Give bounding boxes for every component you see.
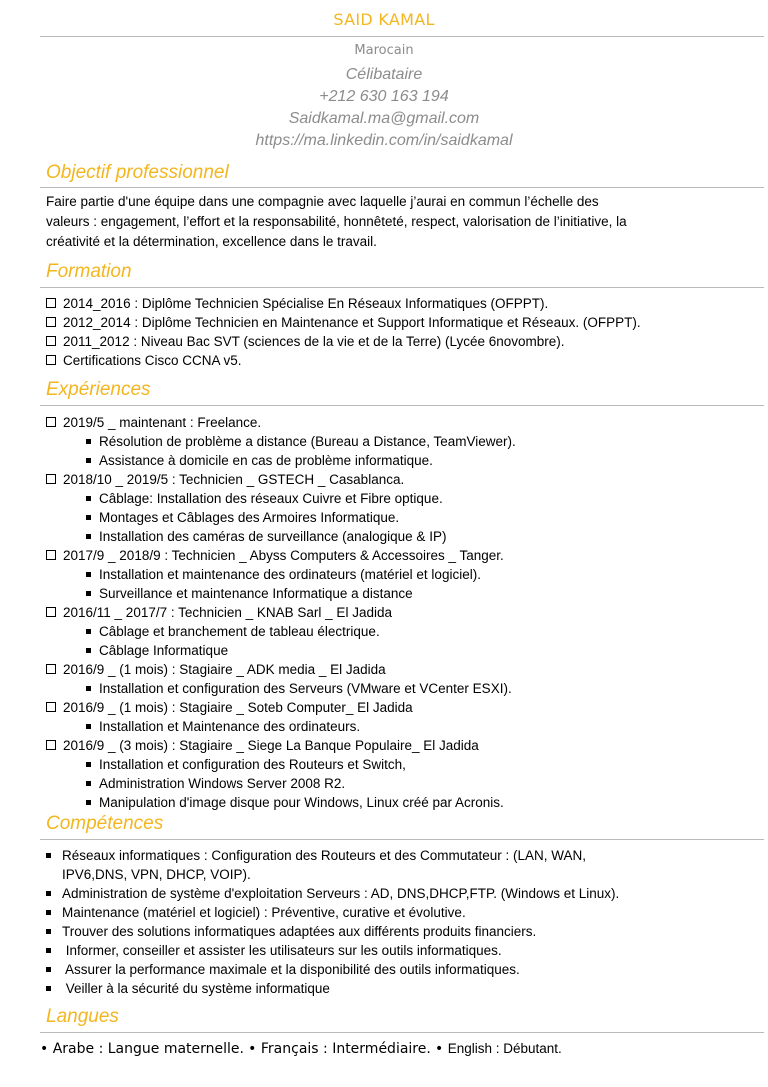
checkbox-bullet-icon <box>46 336 56 346</box>
job-task: Assistance à domicile en cas de problème informatique. <box>46 451 516 470</box>
square-bullet-icon <box>86 686 91 691</box>
square-bullet-icon <box>46 986 51 991</box>
job-title: 2018/10 _ 2019/5 : Technicien _ GSTECH _ Casablanca. <box>46 470 516 489</box>
competences-list <box>46 846 619 998</box>
job-task: Manipulation d'image disque pour Windows, Linux créé par Acronis. <box>46 793 516 812</box>
list-item: 2012_2014 : Diplôme Technicien en Maintenance et Support Informatique et Réseaux. (OFPPT). <box>46 313 641 332</box>
section-divider <box>40 287 764 288</box>
job-task: Installation et configuration des Routeurs et Switch, <box>46 755 516 774</box>
checkbox-bullet-icon <box>46 417 56 427</box>
section-divider <box>40 839 764 840</box>
section-divider <box>40 187 764 188</box>
square-bullet-icon <box>86 439 91 444</box>
list-item: Administration de système d'exploitation Serveurs : AD, DNS,DHCP,FTP. (Windows et Linux). <box>46 884 619 903</box>
checkbox-bullet-icon <box>46 702 56 712</box>
job-task: Câblage et branchement de tableau électrique. <box>46 622 516 641</box>
square-bullet-icon <box>46 929 51 934</box>
section-divider <box>40 1032 764 1033</box>
formation-list <box>46 294 641 370</box>
section-divider <box>40 405 764 406</box>
list-item: Maintenance (matériel et logiciel) : Préventive, curative et évolutive. <box>46 903 619 922</box>
square-bullet-icon <box>86 800 91 805</box>
section-title-competences: Compétences <box>46 813 164 834</box>
square-bullet-icon <box>86 648 91 653</box>
square-bullet-icon <box>86 496 91 501</box>
objectif-line: valeurs : engagement, l’effort et la responsabilité, honnêteté, respect, valorisation de l’initiative, la <box>46 214 627 229</box>
checkbox-bullet-icon <box>46 355 56 365</box>
list-item: Veiller à la sécurité du système informatique <box>46 979 619 998</box>
square-bullet-icon <box>46 948 51 953</box>
job-task: Installation et Maintenance des ordinateurs. <box>46 717 516 736</box>
nationality: Marocain <box>354 43 414 58</box>
square-bullet-icon <box>86 458 91 463</box>
phone-number: +212 630 163 194 <box>319 88 449 105</box>
objectif-paragraph <box>46 192 736 252</box>
checkbox-bullet-icon <box>46 740 56 750</box>
square-bullet-icon <box>86 515 91 520</box>
square-bullet-icon <box>86 629 91 634</box>
list-item: Assurer la performance maximale et la disponibilité des outils informatiques. <box>46 960 619 979</box>
square-bullet-icon <box>86 762 91 767</box>
section-title-objectif: Objectif professionnel <box>46 162 229 183</box>
language-item: • <box>435 1041 448 1057</box>
langues-line <box>40 1040 562 1057</box>
job-title: 2016/9 _ (3 mois) : Stagiaire _ Siege La Banque Populaire_ El Jadida <box>46 736 516 755</box>
language-item: • Français : Intermédiaire. <box>248 1041 431 1057</box>
square-bullet-icon <box>86 781 91 786</box>
square-bullet-icon <box>86 572 91 577</box>
job-task: Câblage: Installation des réseaux Cuivre et Fibre optique. <box>46 489 516 508</box>
job-title: 2019/5 _ maintenant : Freelance. <box>46 413 516 432</box>
square-bullet-icon <box>86 534 91 539</box>
job-task: Surveillance et maintenance Informatique a distance <box>46 584 516 603</box>
list-item: 2014_2016 : Diplôme Technicien Spécialise En Réseaux Informatiques (OFPPT). <box>46 294 641 313</box>
job-task: Câblage Informatique <box>46 641 516 660</box>
job-title: 2016/11 _ 2017/7 : Technicien _ KNAB Sarl _ El Jadida <box>46 603 516 622</box>
header-divider <box>40 36 764 37</box>
language-item: • Arabe : Langue maternelle. <box>40 1041 244 1057</box>
objectif-line: créativité et la détermination, excellence dans le travail. <box>46 234 377 249</box>
checkbox-bullet-icon <box>46 550 56 560</box>
checkbox-bullet-icon <box>46 607 56 617</box>
section-title-langues: Langues <box>46 1006 119 1027</box>
square-bullet-icon <box>46 910 51 915</box>
job-title: 2016/9 _ (1 mois) : Stagiaire _ ADK media _ El Jadida <box>46 660 516 679</box>
job-title: 2016/9 _ (1 mois) : Stagiaire _ Soteb Computer_ El Jadida <box>46 698 516 717</box>
language-item: English : Débutant. <box>447 1041 562 1056</box>
marital-status: Célibataire <box>345 66 423 83</box>
checkbox-bullet-icon <box>46 664 56 674</box>
square-bullet-icon <box>46 891 51 896</box>
square-bullet-icon <box>46 853 51 858</box>
list-item: Réseaux informatiques : Configuration des Routeurs et des Commutateur : (LAN, WAN, <box>46 846 619 865</box>
job-task: Résolution de problème a distance (Bureau a Distance, TeamViewer). <box>46 432 516 451</box>
job-task: Montages et Câblages des Armoires Informatique. <box>46 508 516 527</box>
list-item: 2011_2012 : Niveau Bac SVT (sciences de la vie et de la Terre) (Lycée 6novombre). <box>46 332 641 351</box>
email-link[interactable]: Saidkamal.ma@gmail.com <box>288 110 480 127</box>
job-task: Installation et configuration des Serveurs (VMware et VCenter ESXI). <box>46 679 516 698</box>
linkedin-link[interactable]: https://ma.linkedin.com/in/saidkamal <box>255 132 513 149</box>
job-task: Installation et maintenance des ordinateurs (matériel et logiciel). <box>46 565 516 584</box>
list-item: Informer, conseiller et assister les utilisateurs sur les outils informatiques. <box>46 941 619 960</box>
square-bullet-icon <box>86 724 91 729</box>
square-bullet-icon <box>86 591 91 596</box>
experiences-list <box>46 413 516 812</box>
job-title: 2017/9 _ 2018/9 : Technicien _ Abyss Computers & Accessoires _ Tanger. <box>46 546 516 565</box>
job-task: Administration Windows Server 2008 R2. <box>46 774 516 793</box>
candidate-name: SAID KAMAL <box>333 10 435 29</box>
objectif-line: Faire partie d'une équipe dans une compagnie avec laquelle j’aurai en commun l’échelle des <box>46 194 599 209</box>
section-title-experiences: Expériences <box>46 379 151 400</box>
checkbox-bullet-icon <box>46 298 56 308</box>
list-item-continuation: IPV6,DNS, VPN, DHCP, VOIP). <box>62 867 251 882</box>
job-task: Installation des caméras de surveillance (analogique & IP) <box>46 527 516 546</box>
checkbox-bullet-icon <box>46 317 56 327</box>
section-title-formation: Formation <box>46 261 132 282</box>
list-item: Certifications Cisco CCNA v5. <box>46 351 641 370</box>
list-item: Trouver des solutions informatiques adaptées aux différents produits financiers. <box>46 922 619 941</box>
checkbox-bullet-icon <box>46 474 56 484</box>
square-bullet-icon <box>46 967 51 972</box>
